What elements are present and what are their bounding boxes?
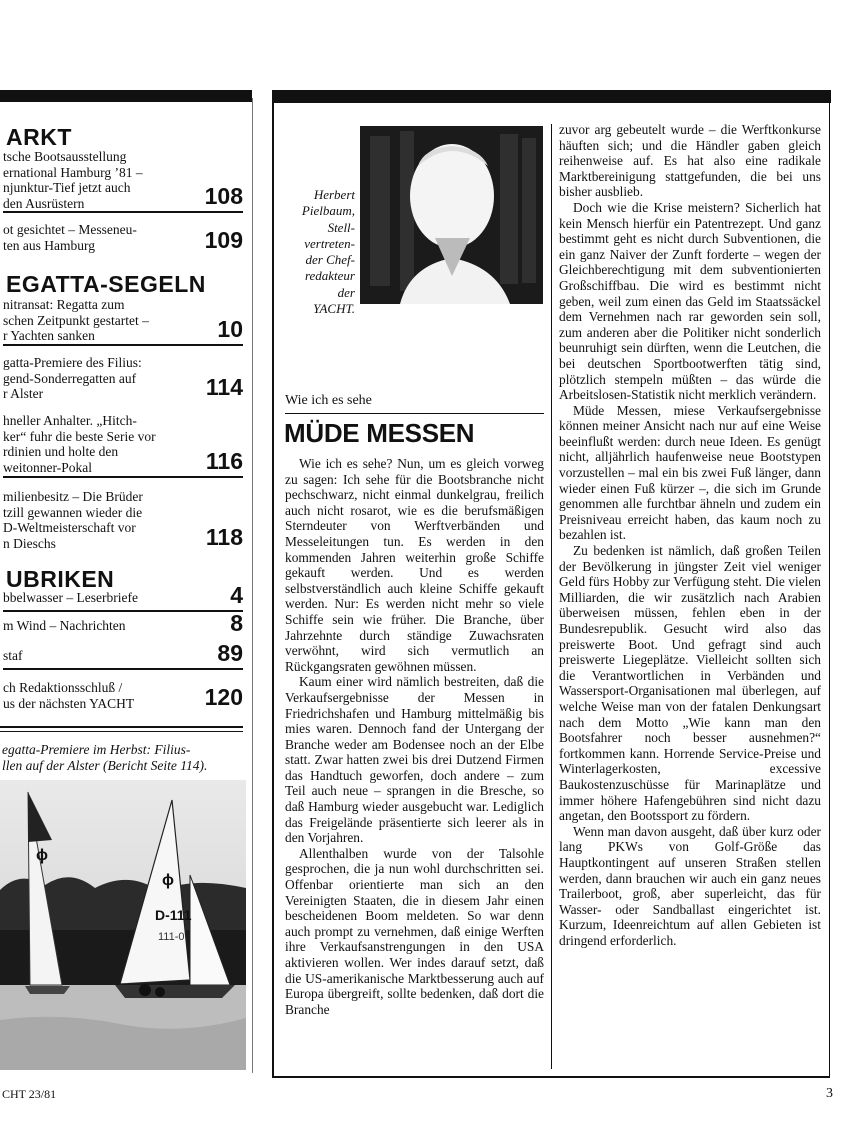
toc-entry-text: milienbesitz – Die Brüder tzill gewannen wieder die D-Weltmeisterschaft vor n Dieschs [3,489,143,551]
article-column-2 [559,122,821,948]
toc-entry[interactable] [3,297,243,344]
toc-entry-text: nitransat: Regatta zum schen Zeitpunkt gestartet – r Yachten sanken [3,297,149,343]
photo-caption: egatta-Premiere im Herbst: Filius- llen auf der Alster (Bericht Seite 114). [2,742,208,773]
toc-entry-text: m Wind – Nachrichten [3,618,126,633]
toc-entry[interactable] [3,680,243,712]
paragraph: Allenthalben wurde von der Talsohle gesprochen, die ja nun wohl durchschritten sei. Offenbar orientierte man sich an den Vereinigten Staaten, die in diesem Jahr einen bescheidenen Boom meldeten. So war denn auch prompt zu vernehmen, daß einige Werften ihre Verkaufsanstrengungen in den USA aktivieren wollen. Wer indes darauf setzt, daß die US-amerikanische Marktbesserung auch auf Europa übergreift, sollte bedenken, daß dort die Branche [285,845,544,1017]
toc-column [0,0,255,1130]
toc-entry[interactable] [3,413,243,476]
kicker: Wie ich es sehe [285,393,372,408]
toc-entry[interactable] [3,489,243,552]
toc-entry[interactable] [3,610,243,638]
paragraph: Müde Messen, miese Verkaufsergebnisse können meiner Ansicht nach nur auf eine Weise beeinflußt werden: durch neue Ideen. Es genügt nicht, alljährlich haufenweise neue Bootstypen vorzustellen – mal ein bis zwei Fuß länger, dann wieder einen Fuß kürzer –, die sich im Grunde genommen alle furchtbar ähneln und zudem ein Preisniveau erreicht haben, das kaum noch zu bezahlen ist. [559,402,821,543]
toc-entry-rule [3,211,243,213]
toc-entry[interactable] [3,149,243,211]
svg-text:ϕ: ϕ [162,872,174,889]
footer-issue: CHT 23/81 [2,1087,57,1101]
headline: MÜDE MESSEN [284,418,475,448]
page-number: 3 [826,1086,833,1101]
toc-entry-text: tsche Bootsausstellung ernational Hamburg ’81 – njunktur-Tief jetzt auch den Ausrüstern [3,149,143,211]
toc-entry-rule [3,668,243,670]
editorial-top-bar [272,90,831,103]
toc-entry-page: 8 [230,610,243,636]
toc-entry-page: 116 [205,448,243,474]
inner-column-divider [551,124,552,1069]
toc-entry[interactable] [3,582,243,610]
toc-entry-page: 89 [217,640,243,666]
toc-section-title-regatta: EGATTA-SEGELN [6,271,206,297]
toc-entry-text: hneller Anhalter. „Hitch- ker“ fuhr die beste Serie vor rdinien und holte den weitonner-Pokal [3,413,156,475]
sailing-photo [0,780,246,1070]
sail-number: 111-0 [158,931,185,943]
toc-entry-text: ot gesichtet – Messeneu- ten aus Hamburg [3,222,137,253]
svg-text:ϕ: ϕ [36,847,48,864]
toc-entry-page: 114 [205,374,243,400]
toc-entry-rule [3,476,243,478]
author-portrait [360,126,543,304]
toc-entry-page: 120 [204,684,243,710]
portrait-caption: Herbert Pielbaum, Stell- vertreten- der Chef- redakteur der YACHT. [301,187,355,317]
article-column-1 [285,456,544,1017]
toc-entry-page: 10 [217,316,243,342]
toc-entry-page: 4 [230,582,243,608]
column-divider [252,98,253,1073]
toc-entry-text: gatta-Premiere des Filius: gend-Sonderregatten auf r Alster [3,355,142,401]
toc-entry[interactable] [3,222,243,255]
paragraph: zuvor arg gebeutelt wurde – die Werftkonkurse häuften sich; und die Händler gaben gleich reihenweise auf. Es hat also eine radikale Marktbereinigung stattgefunden, die bei uns bisher ausblieb. [559,122,821,200]
toc-entry-text: ch Redaktionsschluß / us der nächsten YACHT [3,680,135,711]
toc-divider [0,726,243,728]
headline-rule [285,413,544,414]
toc-entry-page: 118 [205,524,243,550]
paragraph: Doch wie die Krise meistern? Sicherlich hat kein Mensch hierfür ein Patentrezept. Und ganz bestimmt geht es nicht durch Subventionen, die ein ganz Naiver der Zunft forderte – wegen der Gleichberechtigung mit dem subventionierten Großschiffbau. Die wird es bestimmt nicht geben, weil zum einen das Geld im Staatssäckel dem Vernehmen nach rar geworden sein soll, zum anderen aber die Politiker nicht sonderlich beunruhigt sein dürften, wenn die Leutchen, die bei deutschen Sportbootwerften tätig sind, plötzlich stempeln müßten – das würde die Arbeitslosen-Statistik nicht merklich verändern. [559,199,821,403]
toc-entry-text: staf [3,648,23,663]
toc-entry-page: 109 [204,227,243,253]
paragraph: Wenn man davon ausgeht, daß über kurz oder lang PKWs von Golf-Größe das Hauptkontingent auf unseren Straßen stellen werden, dann brauchen wir auch ein ganz neues Trailerboot, groß, aber superleicht, das für Wasser- oder Sandballast eingerichtet ist. Kurzum, Ideenreichtum auf allen Gebieten ist dringend erforderlich. [559,823,821,948]
toc-section-title-markt: ARKT [6,124,72,150]
toc-entry-page: 108 [204,183,243,209]
toc-entry-rule [3,610,243,612]
paragraph: Zu bedenken ist nämlich, daß großen Teilen der Bevölkerung in jüngster Zeit viel weniger Geld fürs Hobby zur Verfügung steht. Die vielen Milliarden, die wir zusätzlich nach Arabien überweisen müssen, fehlen eben in der Bundesrepublik. Gesucht wird also das preiswerte Boot. Und gefragt sind auch preiswerte Liegeplätze. Vielleicht sollten sich die Verantwortlichen in Verbänden und Wassersport-Organisationen mal überlegen, auf welche Weise man von der fatalen Denkungsart nach dem Motto „Wie kann man den Bootsfahrer noch besser ausnehmen?“ fortkommen kann. Horrende Service-Preise und Winterlagerkosten, excessive Baukostenzuschüsse für Marinaplätze und immer höhere Hafengebühren sind nicht dazu angetan, den Bootssport zu fördern. [559,543,821,824]
paragraph: Kaum einer wird nämlich bestreiten, daß die Verkaufsergebnisse der Messen in Friedrichshafen und Hamburg mittelmäßig bis mies waren. Dennoch fand der Untergang der Branche weder am Bodensee noch an der Elbe statt. Zwar hatten zwei bis drei Dutzend Firmen das Handtuch geworfen, doch andere – zum Teil auch neue – sprangen in die Bresche, so daß Hamburg wieder ausgebucht war. Lediglich das Freigelände präsentierte sich leerer als in den Vorjahren. [285,674,544,846]
toc-divider [0,731,243,732]
paragraph: Wie ich es sehe? Nun, um es gleich vorweg zu sagen: Ich sehe für die Bootsbranche nicht pechschwarz, nicht einmal dunkelgrau, freilich auch nicht rosarot, wie es die berufsmäßigen Sterndeuter von Werftverbänden und Messeleitungen tun. Es werden in den kommenden Jahren weiterhin große Schiffe gekauft werden. Und es werden selbstverständlich auch kleine Schiffe gekauft werden. Nur: Es werden nicht mehr so viele Schiffe sein wie früher. Die Branche, über Jahrzehnte durch ständige Zuwachsraten verwöhnt, wird sich vermutlich an Rückgangsraten gewöhnen müssen. [285,456,544,674]
toc-section-title-rubriken: UBRIKEN [6,566,115,592]
toc-entry-text: bbelwasser – Leserbriefe [3,590,138,605]
sail-number: D-111 [155,907,192,923]
toc-entry[interactable] [3,640,243,668]
toc-entry[interactable] [3,355,243,402]
toc-entry-rule [3,344,243,346]
